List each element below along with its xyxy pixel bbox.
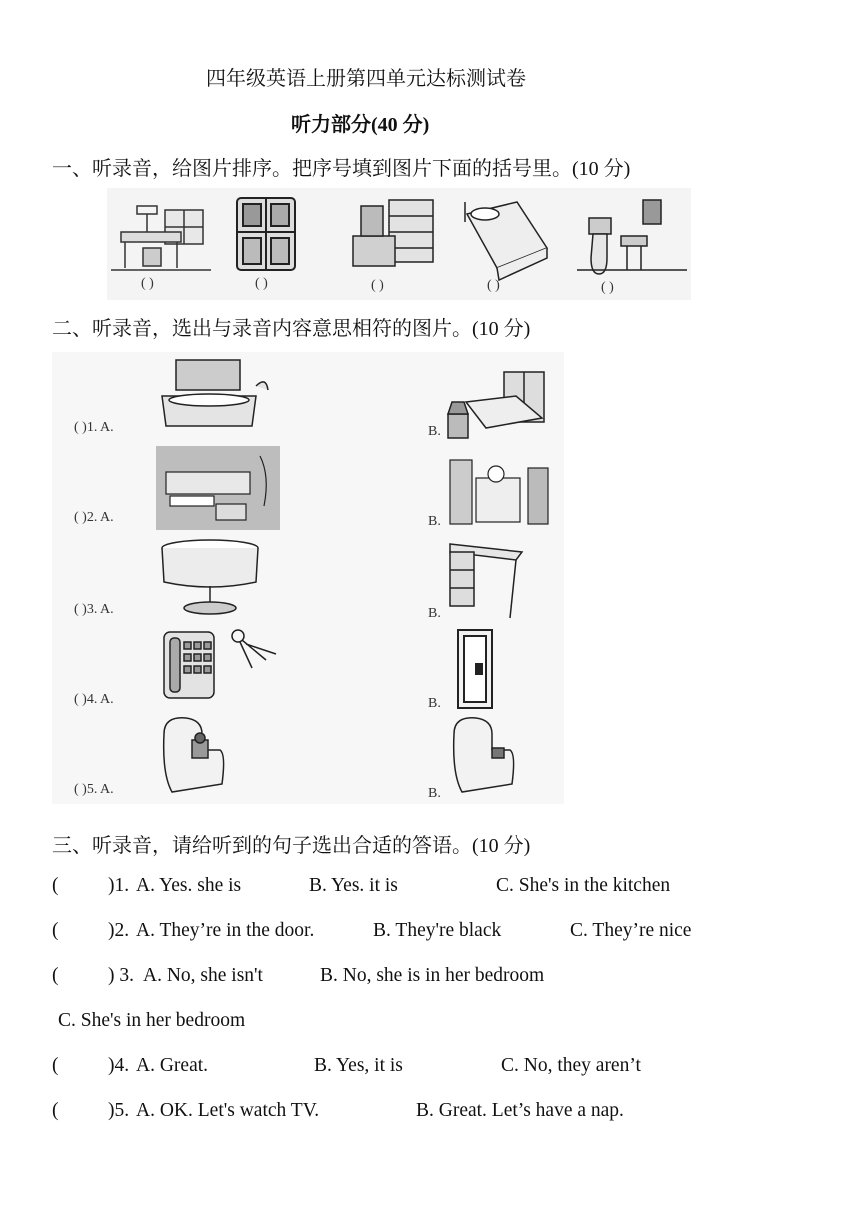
q1-number: )1. [108,875,130,896]
page-title: 四年级英语上册第四单元达标测试卷 [206,68,526,90]
item5-label: ( )5. A. [74,782,114,797]
q2-option-a: A. They’re in the door. [136,920,315,941]
section-subtitle: 听力部分(40 分) [291,114,430,136]
part3-instruction: 三、听录音，请给听到的句子选出合适的答语。(10 分) [52,835,531,857]
desk-icon [446,538,546,622]
q1-option-b: B. Yes. it is [309,875,398,896]
item2-label: ( )2. A. [74,510,114,525]
item1-b-label: B. [428,424,441,439]
q5-number: )5. [108,1100,130,1121]
q4-number: )4. [108,1055,130,1076]
door-icon [446,626,516,714]
q2-option-c: C. They’re nice [570,920,692,941]
part2-instruction: 二、听录音，选出与录音内容意思相符的图片。(10 分) [52,318,531,340]
item3-label: ( )3. A. [74,602,114,617]
q4-option-c: C. No, they aren’t [501,1055,641,1076]
q3-option-b: B. No, she is in her bedroom [320,965,545,986]
blank-3[interactable]: ( ) [371,278,384,293]
item4-b-label: B. [428,696,441,711]
q5-paren[interactable]: ( [52,1100,59,1121]
armchair-icon [446,714,526,800]
q2-number: )2. [108,920,130,941]
item3-b-label: B. [428,606,441,621]
bathtub-icon [156,356,276,440]
fridge-icon [237,198,295,270]
item1-label: ( )1. A. [74,420,114,435]
q4-option-b: B. Yes, it is [314,1055,403,1076]
q2-paren[interactable]: ( [52,920,59,941]
q1-paren[interactable]: ( [52,875,59,896]
q4-option-a: A. Great. [136,1055,209,1076]
phone-keys-icon [156,624,286,708]
table-icon [156,536,266,620]
q3-option-c: C. She's in her bedroom [58,1010,246,1031]
q5-option-b: B. Great. Let’s have a nap. [416,1100,624,1121]
sofa-living-room-icon [156,446,280,530]
bedroom-icon [446,362,556,442]
q5-option-a: A. OK. Let's watch TV. [136,1100,320,1121]
item4-label: ( )4. A. [74,692,114,707]
q3-number: ) 3. [108,965,134,986]
blank-5[interactable]: ( ) [601,280,614,295]
q3-option-a: A. No, she isn't [143,965,263,986]
part1-instruction: 一、听录音，给图片排序。把序号填到图片下面的括号里。(10 分) [52,158,631,180]
blank-1[interactable]: ( ) [141,276,154,291]
blank-2[interactable]: ( ) [255,276,268,291]
item5-b-label: B. [428,786,441,801]
item2-b-label: B. [428,514,441,529]
q4-paren[interactable]: ( [52,1055,59,1076]
part1-image-strip [107,188,691,300]
q2-option-b: B. They're black [373,920,502,941]
q1-option-a: A. Yes. she is [136,875,242,896]
armchair-with-toy-icon [156,714,236,800]
q3-paren[interactable]: ( [52,965,59,986]
part2-image-block [52,352,564,804]
blank-4[interactable]: ( ) [487,278,500,293]
q1-option-c: C. She's in the kitchen [496,875,671,896]
kitchen-icon [446,448,556,532]
living-room-icon [353,200,433,266]
